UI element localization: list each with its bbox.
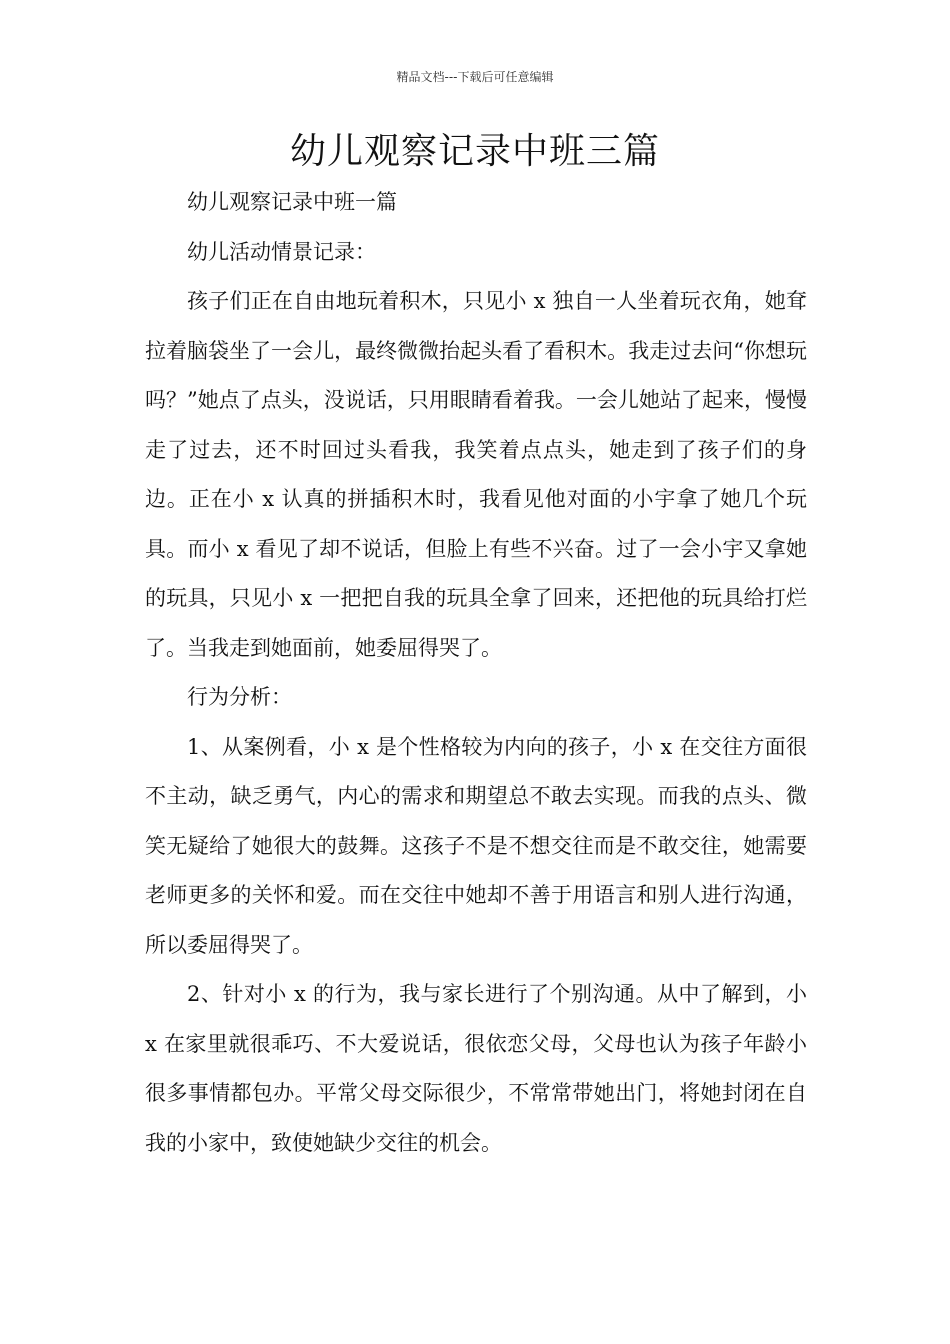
analysis-paragraph-1: 1、从案例看，小 x 是个性格较为内向的孩子，小 x 在交往方面很不主动，缺乏勇气，内心的需求和期望总不敢去实现。而我的点头、微笑无疑给了她很大的鼓舞。这孩子不是不想交往而是不敢交往，她需要老师更多的关怀和爱。而在交往中她却不善于用语言和别人进行沟通，所以委屈得哭了。 — [145, 734, 807, 957]
document-body — [145, 178, 807, 1168]
subtitle-paragraph: 幼儿观察记录中班一篇 — [187, 190, 397, 214]
section-heading-analysis: 行为分析： — [187, 685, 292, 709]
header-note: 精品文档---下载后可任意编辑 — [396, 70, 554, 84]
section-heading-record: 幼儿活动情景记录： — [187, 239, 376, 264]
record-paragraph: 孩子们正在自由地玩着积木，只见小 x 独自一人坐着玩衣角，她耷拉着脑袋坐了一会儿，最终微微抬起头看了看积木。我走过去问“你想玩吗？”她点了点头，没说话，只用眼睛看着我。一会儿她站了起来，慢慢走了过去，还不时回过头看我，我笑着点点头，她走到了孩子们的身边。正在小 x 认真的拼插积木时，我看见他对面的小宇拿了她几个玩具。而小 x 看见了却不说话，但脸上有些不兴奋。过了一会小宇又拿她的玩具，只见小 x 一把把自我的玩具全拿了回来，还把他的玩具给打烂了。当我走到她面前，她委屈得哭了。 — [145, 289, 807, 660]
document-title: 幼儿观察记录中班三篇 — [289, 131, 660, 172]
analysis-paragraph-2: 2、针对小 x 的行为，我与家长进行了个别沟通。从中了解到，小 x 在家里就很乖巧、不大爱说话，很依恋父母，父母也认为孩子年龄小很多事情都包办。平常父母交际很少，不常常带她出门，将她封闭在自我的小家中，致使她缺少交往的机会。 — [145, 982, 807, 1155]
